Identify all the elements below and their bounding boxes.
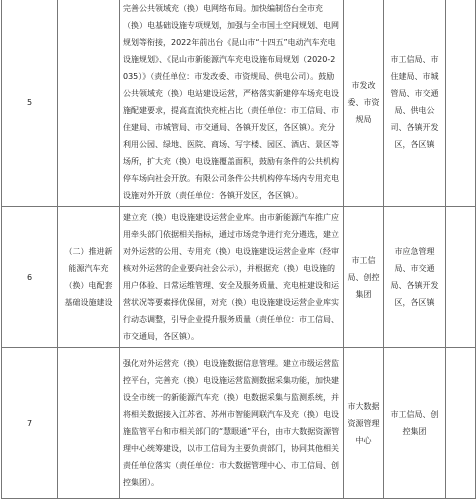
task-content: 建立充（换）电设施建设运营企业库。由市新能源汽车推广应用牵头部门依据相关指标，通过市场竞争进行充分遴选，建立对外运营的公用、专用充（换）电设施建设运营企业库（经审核对外运营的企业要向社会公示），并根据充（换）电设施的用户体验、日常运维管理、安全及服务质量、充电桩建设和运营状况等要素择优保留，对充（换）电设施建设运营企业库实行动态调整，引导企业提升服务质量（责任单位：市工信局、市交通局，各区镇）。 [120,207,344,348]
lead-unit: 市发改委、市资规局 [344,0,384,207]
table-row [2,348,476,499]
project-name [58,0,120,207]
row-number: 6 [2,207,58,348]
cooperating-units: 市应急管理局、市交通局、各镇开发区，各区镇 [384,207,446,348]
table-row [2,207,476,348]
lead-unit: 市大数据资源管理中心 [344,348,384,499]
notes-cell [446,348,476,499]
task-content: 强化对外运营充（换）电设施数据信息管理。建立市级运营监控平台，完善充（换）电设施运营监测数据采集功能，加快建设全市统一的新能源汽车充（换）电数据采集与监测系统，并将相关数据接入江苏省、苏州市智能网联汽车及充（换）电设施监管平台和市相关部门的“慧眼通”平台，由市大数据资源管理中心统筹建设，以市工信局为主要负责部门，协同其他相关责任单位落实（责任单位：市大数据管理中心、市工信局、创控集团）。 [120,348,344,499]
project-name: （二）推进新能源汽车充（换）电配套基础设施建设 [58,207,120,348]
cooperating-units: 市工信局、市住建局、市城管局、市交通局、供电公司、各镇开发区，各区镇 [384,0,446,207]
project-name [58,348,120,499]
task-content: 完善公共领域充（换）电网络布局。加快编制岱台全市充（换）电基础设施专项规划，加强与全市国土空间规划、电网规划等衔接，2022年前出台《昆山市“十四五”电动汽车充电设施规划》、《昆山市新能源汽车充电设施布局规划（2020-2035）》（责任单位：市发改委、市资规局、供电公司）。鼓励公共领域充（换）电站建设运营，严格落实新建停车场充电设施配建要求，提高直流快充桩占比（责任单位：市工信局、市住建局、市城管局、市交通局、各镇开发区，各区镇）。充分利用公园、绿地、医院、商场、写字楼、园区、酒店、景区等场所，扩大充（换）电设施覆盖面积，鼓励有条件的公共机构停车场向社会开放。有限公司条件公共机构停车场内专用充电设施对外开放（责任单位：各镇开发区，各区镇）。 [120,0,344,207]
notes-cell [446,0,476,207]
plan-table [1,0,476,499]
lead-unit: 市工信局、创控集团 [344,207,384,348]
cooperating-units: 市工信局、创控集团 [384,348,446,499]
notes-cell [446,207,476,348]
table-row [2,0,476,207]
row-number: 5 [2,0,58,207]
row-number: 7 [2,348,58,499]
